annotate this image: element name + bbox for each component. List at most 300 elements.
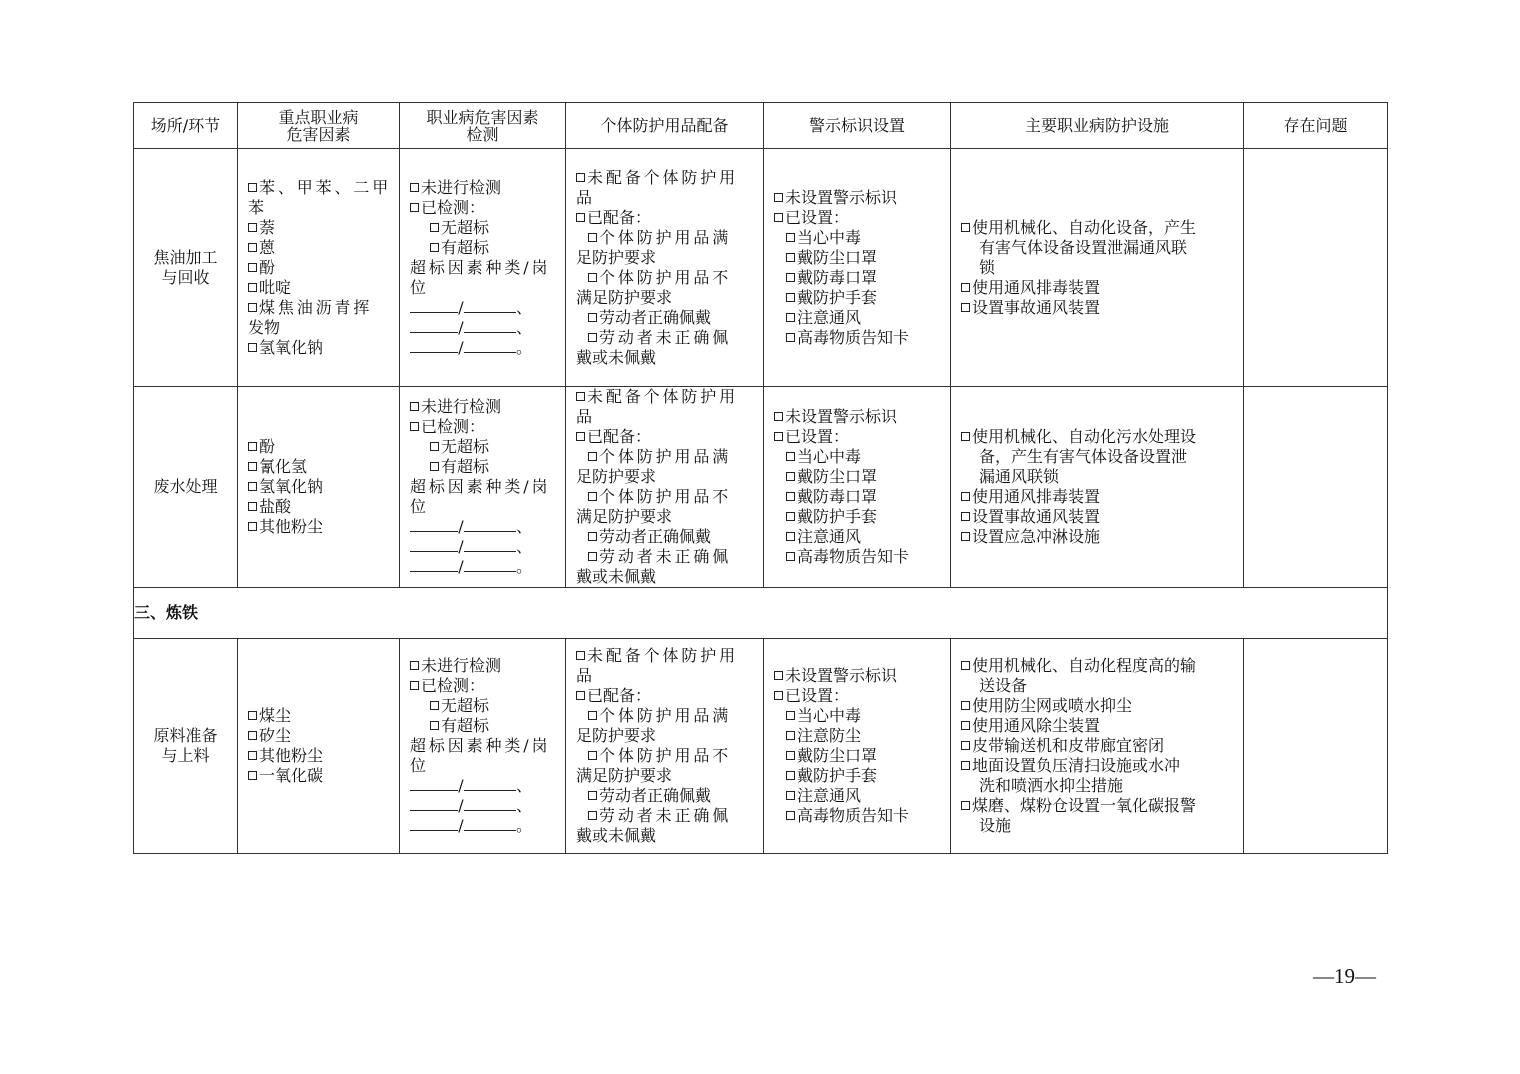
- cell-line: [951, 447, 1243, 467]
- checkbox-icon[interactable]: [576, 213, 585, 222]
- hazards-cell: [238, 387, 400, 588]
- checkbox-icon[interactable]: [576, 691, 585, 700]
- cell-line: [566, 567, 763, 587]
- cell-text: 。: [516, 557, 533, 576]
- cell-text: 当心中毒: [797, 447, 862, 466]
- cell-text: 注意防尘: [797, 726, 862, 745]
- cell-text: 个体防护用品不: [599, 267, 732, 287]
- detection-cell: [400, 149, 566, 387]
- blank-field[interactable]: [410, 517, 458, 532]
- site-line: 废水处理: [153, 477, 218, 496]
- cell-text: 萘: [259, 217, 276, 237]
- checkbox-icon[interactable]: [588, 532, 597, 541]
- checkbox-icon[interactable]: [248, 502, 257, 511]
- cell-text: 戴防护手套: [797, 507, 878, 526]
- checkbox-icon[interactable]: [774, 412, 783, 421]
- checkbox-icon[interactable]: [248, 442, 257, 451]
- checkbox-icon[interactable]: [410, 422, 419, 431]
- col-header: 重点职业病 危害因素: [238, 103, 400, 149]
- cell-text: 、: [516, 776, 533, 795]
- checkbox-icon[interactable]: [588, 452, 597, 461]
- cell-line: [238, 238, 399, 258]
- cell-text: 个体防护用品满: [599, 706, 732, 725]
- site-cell: [134, 387, 238, 588]
- cell-line: [951, 278, 1243, 298]
- checkbox-icon[interactable]: [961, 532, 970, 541]
- cell-text: 、: [516, 796, 533, 815]
- cell-text: 已设置：: [785, 686, 850, 705]
- cell-line: [400, 756, 565, 776]
- cell-line: [238, 437, 399, 457]
- checkbox-icon[interactable]: [576, 432, 585, 441]
- checkbox-icon[interactable]: [248, 223, 257, 232]
- cell-line: [238, 178, 399, 198]
- cell-line: [566, 467, 763, 487]
- signs-cell: [764, 149, 951, 387]
- cell-text: 已配备：: [587, 207, 652, 227]
- cell-text: 其他粉尘: [259, 746, 324, 765]
- blank-field[interactable]: [410, 338, 458, 353]
- cell-text: 无超标: [441, 437, 490, 456]
- page-number: —19—: [1313, 964, 1376, 988]
- blank-field[interactable]: [410, 557, 458, 572]
- col-header: 警示标识设置: [764, 103, 951, 149]
- checkbox-icon[interactable]: [786, 492, 795, 501]
- blank-field[interactable]: [464, 537, 516, 552]
- cell-text: 超标因素种类/岗: [410, 477, 551, 496]
- checkbox-icon[interactable]: [961, 283, 970, 292]
- checkbox-icon[interactable]: [774, 213, 783, 222]
- cell-text: 未设置警示标识: [785, 407, 898, 426]
- blank-field[interactable]: [410, 816, 458, 831]
- cell-text: 有害气体设备设置泄漏通风联: [979, 237, 1188, 257]
- cell-text: 煤磨、煤粉仓设置一氧化碳报警: [972, 796, 1197, 815]
- cell-text: 已检测：: [421, 417, 486, 436]
- cell-text: 无超标: [441, 696, 490, 715]
- cell-text: 已设置：: [785, 427, 850, 446]
- checkbox-icon[interactable]: [248, 522, 257, 531]
- cell-text: 超标因素种类/岗: [410, 257, 551, 277]
- cell-text: 个体防护用品满: [599, 447, 732, 466]
- ppe-cell: [566, 387, 764, 588]
- cell-line: [764, 328, 950, 348]
- checkbox-icon[interactable]: [430, 243, 439, 252]
- checkbox-icon[interactable]: [430, 442, 439, 451]
- cell-line: [764, 666, 950, 686]
- checkbox-icon[interactable]: [576, 173, 585, 182]
- cell-text: 氢氧化钠: [259, 477, 324, 496]
- cell-line: [400, 437, 565, 457]
- blank-field[interactable]: [464, 557, 516, 572]
- checkbox-icon[interactable]: [961, 432, 970, 441]
- hazards-cell: [238, 639, 400, 854]
- cell-line: / 、: [400, 318, 565, 338]
- issues-cell[interactable]: [1244, 387, 1388, 588]
- detection-cell: [400, 639, 566, 854]
- table-row: [134, 387, 1388, 588]
- blank-field[interactable]: [464, 318, 516, 333]
- checkbox-icon[interactable]: [410, 183, 419, 192]
- cell-line: / 。: [400, 338, 565, 358]
- checkbox-icon[interactable]: [786, 751, 795, 760]
- cell-line: [400, 278, 565, 298]
- checkbox-icon[interactable]: [248, 751, 257, 760]
- cell-line: [764, 786, 950, 806]
- cell-line: [764, 766, 950, 786]
- cell-text: 盐酸: [259, 497, 292, 516]
- blank-field[interactable]: [410, 318, 458, 333]
- checkbox-icon[interactable]: [248, 482, 257, 491]
- checkbox-icon[interactable]: [961, 303, 970, 312]
- checkbox-icon[interactable]: [961, 761, 970, 770]
- cell-line: [951, 218, 1243, 238]
- checkbox-icon[interactable]: [961, 492, 970, 501]
- cell-line: [400, 716, 565, 736]
- cell-text: 戴防尘口罩: [797, 467, 878, 486]
- cell-text: 已检测：: [421, 197, 486, 217]
- cell-text: 地面设置负压清扫设施或水冲: [972, 756, 1181, 775]
- cell-line: [238, 298, 399, 318]
- cell-text: 漏通风联锁: [979, 467, 1060, 486]
- cell-line: [764, 427, 950, 447]
- blank-field[interactable]: [410, 298, 458, 313]
- cell-text: 戴或未佩戴: [576, 567, 657, 586]
- checkbox-icon[interactable]: [248, 263, 257, 272]
- checkbox-icon[interactable]: [786, 811, 795, 820]
- cell-line: [951, 238, 1243, 258]
- cell-line: [951, 676, 1243, 696]
- checkbox-icon[interactable]: [588, 233, 597, 242]
- cell-text: 个体防护用品满: [599, 227, 732, 247]
- cell-text: 满足防护要求: [576, 766, 673, 785]
- cell-text: 品: [576, 187, 593, 207]
- blank-field[interactable]: [464, 517, 516, 532]
- issues-cell[interactable]: [1244, 639, 1388, 854]
- col-header: 职业病危害因素 检测: [400, 103, 566, 149]
- cell-line: [400, 497, 565, 517]
- checkbox-icon[interactable]: [786, 512, 795, 521]
- checkbox-icon[interactable]: [248, 303, 257, 312]
- facilities-cell: [951, 149, 1244, 387]
- cell-text: 戴防护手套: [797, 287, 878, 307]
- cell-line: [764, 248, 950, 268]
- cell-line: [951, 487, 1243, 507]
- section-title: 三、炼铁: [134, 588, 1388, 639]
- cell-line: [951, 816, 1243, 836]
- cell-line: [764, 268, 950, 288]
- checkbox-icon[interactable]: [786, 273, 795, 282]
- cell-text: 足防护要求: [576, 726, 657, 745]
- checkbox-icon[interactable]: [774, 193, 783, 202]
- cell-text: 煤焦油沥青挥: [259, 297, 373, 317]
- cell-line: [951, 716, 1243, 736]
- cell-text: 满足防护要求: [576, 287, 673, 307]
- cell-text: 劳动者未正确佩: [599, 547, 732, 566]
- cell-text: 、: [516, 297, 533, 317]
- cell-line: [400, 178, 565, 198]
- cell-text: 送设备: [979, 676, 1028, 695]
- checkbox-icon[interactable]: [786, 333, 795, 342]
- checkbox-icon[interactable]: [786, 771, 795, 780]
- cell-text: 戴防毒口罩: [797, 267, 878, 287]
- cell-line: [764, 288, 950, 308]
- cell-line: [238, 278, 399, 298]
- cell-line: [566, 686, 763, 706]
- cell-line: [951, 427, 1243, 447]
- cell-text: 戴防护手套: [797, 766, 878, 785]
- cell-text: 设施: [979, 816, 1012, 835]
- blank-field[interactable]: [464, 776, 516, 791]
- cell-text: 使用通风除尘装置: [972, 716, 1101, 735]
- checkbox-icon[interactable]: [576, 392, 585, 401]
- cell-text: 。: [516, 816, 533, 835]
- cell-line: [238, 706, 399, 726]
- cell-line: [566, 786, 763, 806]
- cell-line: [238, 497, 399, 517]
- cell-line: [764, 507, 950, 527]
- cell-line: [400, 457, 565, 477]
- cell-text: 足防护要求: [576, 467, 657, 486]
- cell-text: 、: [516, 537, 533, 556]
- cell-line: [566, 248, 763, 268]
- cell-line: [566, 547, 763, 567]
- cell-text: 蒽: [259, 237, 276, 257]
- cell-text: 煤尘: [259, 706, 292, 725]
- cell-text: 高毒物质告知卡: [797, 806, 910, 825]
- checkbox-icon[interactable]: [961, 801, 970, 810]
- cell-text: 氢氧化钠: [259, 337, 324, 357]
- cell-text: 使用防尘网或喷水抑尘: [972, 696, 1133, 715]
- checkbox-icon[interactable]: [248, 711, 257, 720]
- cell-text: 使用通风排毒装置: [972, 487, 1101, 506]
- cell-line: [238, 338, 399, 358]
- checkbox-icon[interactable]: [410, 681, 419, 690]
- cell-line: [951, 736, 1243, 756]
- blank-field[interactable]: [410, 537, 458, 552]
- checkbox-icon[interactable]: [588, 751, 597, 760]
- cell-line: / 、: [400, 517, 565, 537]
- cell-line: [764, 208, 950, 228]
- cell-line: [566, 387, 763, 407]
- cell-line: [566, 208, 763, 228]
- signs-cell: [764, 639, 951, 854]
- cell-line: [951, 656, 1243, 676]
- checkbox-icon[interactable]: [248, 283, 257, 292]
- cell-text: 品: [576, 666, 593, 685]
- cell-line: [566, 507, 763, 527]
- cell-line: [566, 447, 763, 467]
- cell-text: 戴防毒口罩: [797, 487, 878, 506]
- col-header: 主要职业病防护设施: [951, 103, 1244, 149]
- cell-line: / 、: [400, 796, 565, 816]
- ppe-cell: [566, 639, 764, 854]
- blank-field[interactable]: [464, 796, 516, 811]
- cell-line: [566, 328, 763, 348]
- checkbox-icon[interactable]: [588, 552, 597, 561]
- cell-text: 劳动者未正确佩: [599, 327, 732, 347]
- checkbox-icon[interactable]: [786, 711, 795, 720]
- facilities-cell: [951, 639, 1244, 854]
- cell-line: [951, 696, 1243, 716]
- cell-line: [764, 228, 950, 248]
- cell-text: 戴或未佩戴: [576, 826, 657, 845]
- hazards-cell: [238, 149, 400, 387]
- checkbox-icon[interactable]: [430, 721, 439, 730]
- checkbox-icon[interactable]: [961, 721, 970, 730]
- blank-field[interactable]: [410, 796, 458, 811]
- cell-text: 高毒物质告知卡: [797, 547, 910, 566]
- cell-line: [566, 168, 763, 188]
- cell-line: [951, 298, 1243, 318]
- checkbox-icon[interactable]: [248, 183, 257, 192]
- cell-text: 皮带输送机和皮带廊宜密闭: [972, 736, 1165, 755]
- cell-line: [566, 746, 763, 766]
- cell-line: [951, 507, 1243, 527]
- cell-line: [238, 258, 399, 278]
- cell-text: 未设置警示标识: [785, 187, 898, 207]
- checkbox-icon[interactable]: [588, 791, 597, 800]
- cell-line: [951, 756, 1243, 776]
- cell-line: [400, 218, 565, 238]
- checkbox-icon[interactable]: [961, 741, 970, 750]
- cell-text: 劳动者正确佩戴: [599, 527, 712, 546]
- cell-text: 酚: [259, 437, 276, 456]
- cell-text: 注意通风: [797, 307, 862, 327]
- checkbox-icon[interactable]: [961, 661, 970, 670]
- cell-text: 洗和喷洒水抑尘措施: [979, 776, 1124, 795]
- checkbox-icon[interactable]: [588, 711, 597, 720]
- checkbox-icon[interactable]: [430, 223, 439, 232]
- checkbox-icon[interactable]: [774, 671, 783, 680]
- cell-line: [764, 308, 950, 328]
- cell-line: [238, 766, 399, 786]
- cell-text: 未设置警示标识: [785, 666, 898, 685]
- checkbox-icon[interactable]: [588, 492, 597, 501]
- checkbox-icon[interactable]: [786, 532, 795, 541]
- cell-text: 矽尘: [259, 726, 292, 745]
- checkbox-icon[interactable]: [786, 552, 795, 561]
- checkbox-icon[interactable]: [410, 402, 419, 411]
- cell-line: [400, 477, 565, 497]
- checkbox-icon[interactable]: [248, 731, 257, 740]
- cell-line: [238, 198, 399, 218]
- checkbox-icon[interactable]: [588, 333, 597, 342]
- cell-text: 当心中毒: [797, 227, 862, 247]
- checkbox-icon[interactable]: [961, 701, 970, 710]
- checkbox-icon[interactable]: [774, 432, 783, 441]
- cell-line: [764, 487, 950, 507]
- blank-field[interactable]: [464, 816, 516, 831]
- cell-text: 戴防尘口罩: [797, 247, 878, 267]
- signs-cell: [764, 387, 951, 588]
- checkbox-icon[interactable]: [430, 462, 439, 471]
- cell-line: [400, 696, 565, 716]
- cell-line: [566, 487, 763, 507]
- cell-line: [400, 258, 565, 278]
- checkbox-icon[interactable]: [786, 233, 795, 242]
- cell-line: [238, 457, 399, 477]
- checkbox-icon[interactable]: [786, 293, 795, 302]
- checkbox-icon[interactable]: [410, 203, 419, 212]
- cell-text: 未进行检测: [421, 177, 502, 197]
- cell-line: [951, 776, 1243, 796]
- cell-text: 一氧化碳: [259, 766, 324, 785]
- cell-line: [566, 666, 763, 686]
- cell-line: [951, 796, 1243, 816]
- facilities-cell: [951, 387, 1244, 588]
- cell-text: 未配备个体防护用: [587, 387, 739, 406]
- cell-text: 锁: [979, 257, 996, 277]
- checkbox-icon[interactable]: [248, 771, 257, 780]
- cell-text: 当心中毒: [797, 706, 862, 725]
- cell-text: 苯、甲苯、二甲: [259, 177, 392, 197]
- checkbox-icon[interactable]: [786, 253, 795, 262]
- cell-text: 个体防护用品不: [599, 487, 732, 506]
- checkbox-icon[interactable]: [786, 791, 795, 800]
- checkbox-icon[interactable]: [588, 313, 597, 322]
- blank-field[interactable]: [464, 298, 516, 313]
- blank-field[interactable]: [464, 338, 516, 353]
- cell-line: [566, 646, 763, 666]
- cell-text: 戴防尘口罩: [797, 746, 878, 765]
- checkbox-icon[interactable]: [786, 313, 795, 322]
- checkbox-icon[interactable]: [430, 701, 439, 710]
- cell-text: 使用通风排毒装置: [972, 277, 1101, 297]
- cell-line: [566, 348, 763, 368]
- blank-field[interactable]: [410, 776, 458, 791]
- detection-cell: [400, 387, 566, 588]
- checkbox-icon[interactable]: [588, 273, 597, 282]
- cell-text: 使用机械化、自动化程度高的输: [972, 656, 1197, 675]
- checkbox-icon[interactable]: [961, 223, 970, 232]
- checkbox-icon[interactable]: [786, 472, 795, 481]
- cell-line: [566, 826, 763, 846]
- col-header: 存在问题: [1244, 103, 1388, 149]
- cell-line: [238, 477, 399, 497]
- cell-text: 有超标: [441, 237, 490, 257]
- checkbox-icon[interactable]: [786, 452, 795, 461]
- cell-text: 已配备：: [587, 686, 652, 705]
- checkbox-icon[interactable]: [961, 512, 970, 521]
- cell-line: [951, 467, 1243, 487]
- site-line: 与上料: [161, 746, 210, 765]
- checkbox-icon[interactable]: [410, 661, 419, 670]
- site-cell: [134, 149, 238, 387]
- checkbox-icon[interactable]: [248, 462, 257, 471]
- cell-text: 足防护要求: [576, 247, 657, 267]
- checkbox-icon[interactable]: [248, 243, 257, 252]
- checkbox-icon[interactable]: [576, 651, 585, 660]
- checkbox-icon[interactable]: [774, 691, 783, 700]
- cell-line: [566, 726, 763, 746]
- cell-line: [764, 467, 950, 487]
- issues-cell[interactable]: [1244, 149, 1388, 387]
- cell-text: 设置事故通风装置: [972, 507, 1101, 526]
- cell-line: [764, 806, 950, 826]
- cell-line: [566, 268, 763, 288]
- cell-text: 未配备个体防护用: [587, 646, 739, 665]
- cell-text: 已检测：: [421, 676, 486, 695]
- cell-line: [566, 288, 763, 308]
- cell-line: [238, 517, 399, 537]
- cell-text: 位: [410, 277, 427, 297]
- cell-text: 个体防护用品不: [599, 746, 732, 765]
- checkbox-icon[interactable]: [786, 731, 795, 740]
- checkbox-icon[interactable]: [248, 343, 257, 352]
- cell-line: [566, 188, 763, 208]
- cell-line: [238, 746, 399, 766]
- checkbox-icon[interactable]: [588, 811, 597, 820]
